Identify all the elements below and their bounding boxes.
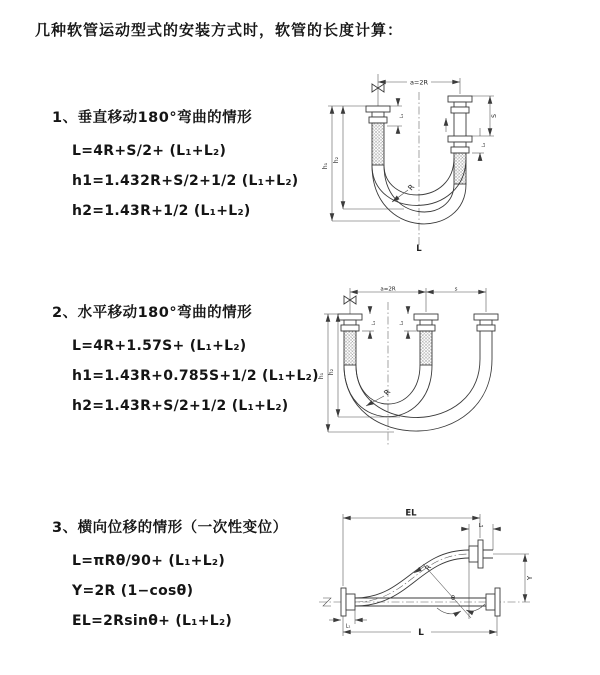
dim-label-h2: h₂ bbox=[333, 156, 340, 164]
dim-label-l2: L₂ bbox=[478, 523, 484, 529]
moving-end-fitting-upper bbox=[448, 96, 472, 113]
dimension-l1 bbox=[362, 306, 377, 339]
angle-callout bbox=[437, 594, 485, 614]
formula-h2: h2=1.43R+S/2+1/2 (L₁+L₂) bbox=[72, 398, 289, 414]
dim-label-h1: h₁ bbox=[318, 372, 325, 380]
dim-label-span: a=2R bbox=[409, 78, 429, 87]
displaced-end-flange bbox=[469, 540, 493, 568]
dim-label-offset: Y bbox=[526, 575, 534, 581]
dim-label-length: L bbox=[416, 244, 422, 252]
hose-u-curves bbox=[344, 359, 492, 431]
section-2-heading: 2、水平移动180°弯曲的情形 bbox=[52, 305, 253, 321]
section-2-formulas bbox=[72, 331, 317, 421]
dim-label-l1: L₁ bbox=[372, 320, 377, 326]
dim-label-l2: L₂ bbox=[400, 320, 405, 326]
dim-label-h2: h₂ bbox=[328, 368, 335, 376]
formula-length: L=4R+S/2+ (L₁+L₂) bbox=[72, 143, 227, 159]
formula-h1: h1=1.43R+0.785S+1/2 (L₁+L₂) bbox=[72, 368, 319, 384]
section-3-heading: 3、横向位移的情形（一次性变位） bbox=[52, 520, 288, 536]
valve-icon bbox=[372, 74, 384, 106]
dim-label-l1: L₁ bbox=[400, 113, 405, 119]
dimension-span bbox=[350, 287, 486, 313]
section-vertical-travel bbox=[52, 106, 317, 226]
dimension-h2 bbox=[333, 106, 404, 209]
moving-end-fitting-position2 bbox=[474, 314, 498, 359]
formula-offset: Y=2R (1−cosθ) bbox=[72, 583, 194, 599]
dim-label-length: L bbox=[418, 628, 424, 638]
formula-h2: h2=1.43R+1/2 (L₁+L₂) bbox=[72, 203, 251, 219]
radius-callout bbox=[414, 558, 471, 619]
dimension-l1 bbox=[329, 610, 367, 630]
dimension-l2 bbox=[399, 306, 416, 339]
dim-label-radius: R bbox=[405, 182, 417, 193]
dimension-length bbox=[343, 616, 497, 638]
dimension-span bbox=[378, 78, 460, 94]
page-title: 几种软管运动型式的安装方式时，软管的长度计算： bbox=[35, 21, 404, 39]
moving-pipe bbox=[454, 113, 466, 136]
dim-label-radius: R bbox=[423, 563, 434, 573]
fixed-end-flange bbox=[341, 588, 355, 616]
dimension-l1 bbox=[387, 98, 405, 134]
moving-end-fitting-position1 bbox=[414, 314, 438, 365]
dim-label-el: EL bbox=[405, 508, 417, 519]
dimension-l2 bbox=[472, 128, 487, 161]
fixed-end-fitting bbox=[338, 314, 362, 365]
formula-length: L=4R+1.57S+ (L₁+L₂) bbox=[72, 338, 247, 354]
dim-label-l1: L₁ bbox=[345, 623, 351, 630]
diagram-u-bend-horizontal-travel bbox=[314, 284, 526, 454]
diagram-u-bend-vertical-travel bbox=[312, 68, 520, 252]
formula-length: L=πRθ/90+ (L₁+L₂) bbox=[72, 553, 226, 569]
dim-label-travel: S bbox=[491, 114, 498, 118]
dim-label-radius: R bbox=[381, 387, 393, 398]
fixed-end-fitting bbox=[366, 106, 390, 165]
dimension-h2 bbox=[328, 314, 400, 417]
section-3-formulas bbox=[72, 546, 317, 636]
radius-callout bbox=[392, 183, 416, 202]
section-horizontal-travel bbox=[52, 301, 317, 421]
formula-el: EL=2Rsinθ+ (L₁+L₂) bbox=[72, 613, 233, 629]
radius-callout bbox=[366, 388, 392, 406]
moving-end-fitting-lower bbox=[448, 136, 472, 184]
section-1-heading: 1、垂直移动180°弯曲的情形 bbox=[52, 110, 253, 126]
original-end-flange bbox=[486, 588, 500, 616]
dim-label-l2: L₂ bbox=[482, 142, 487, 148]
dim-label-h1: h₁ bbox=[322, 162, 329, 170]
dimension-travel bbox=[426, 287, 486, 293]
dimension-travel bbox=[472, 96, 498, 136]
formula-h1: h1=1.432R+S/2+1/2 (L₁+L₂) bbox=[72, 173, 299, 189]
dim-label-travel: s bbox=[454, 286, 458, 293]
section-1-formulas bbox=[72, 136, 317, 226]
dim-label-angle: θ bbox=[451, 594, 455, 602]
section-lateral-offset bbox=[52, 516, 317, 636]
dim-label-span: a=2R bbox=[380, 286, 396, 293]
diagram-s-bend-lateral-offset bbox=[303, 504, 538, 644]
